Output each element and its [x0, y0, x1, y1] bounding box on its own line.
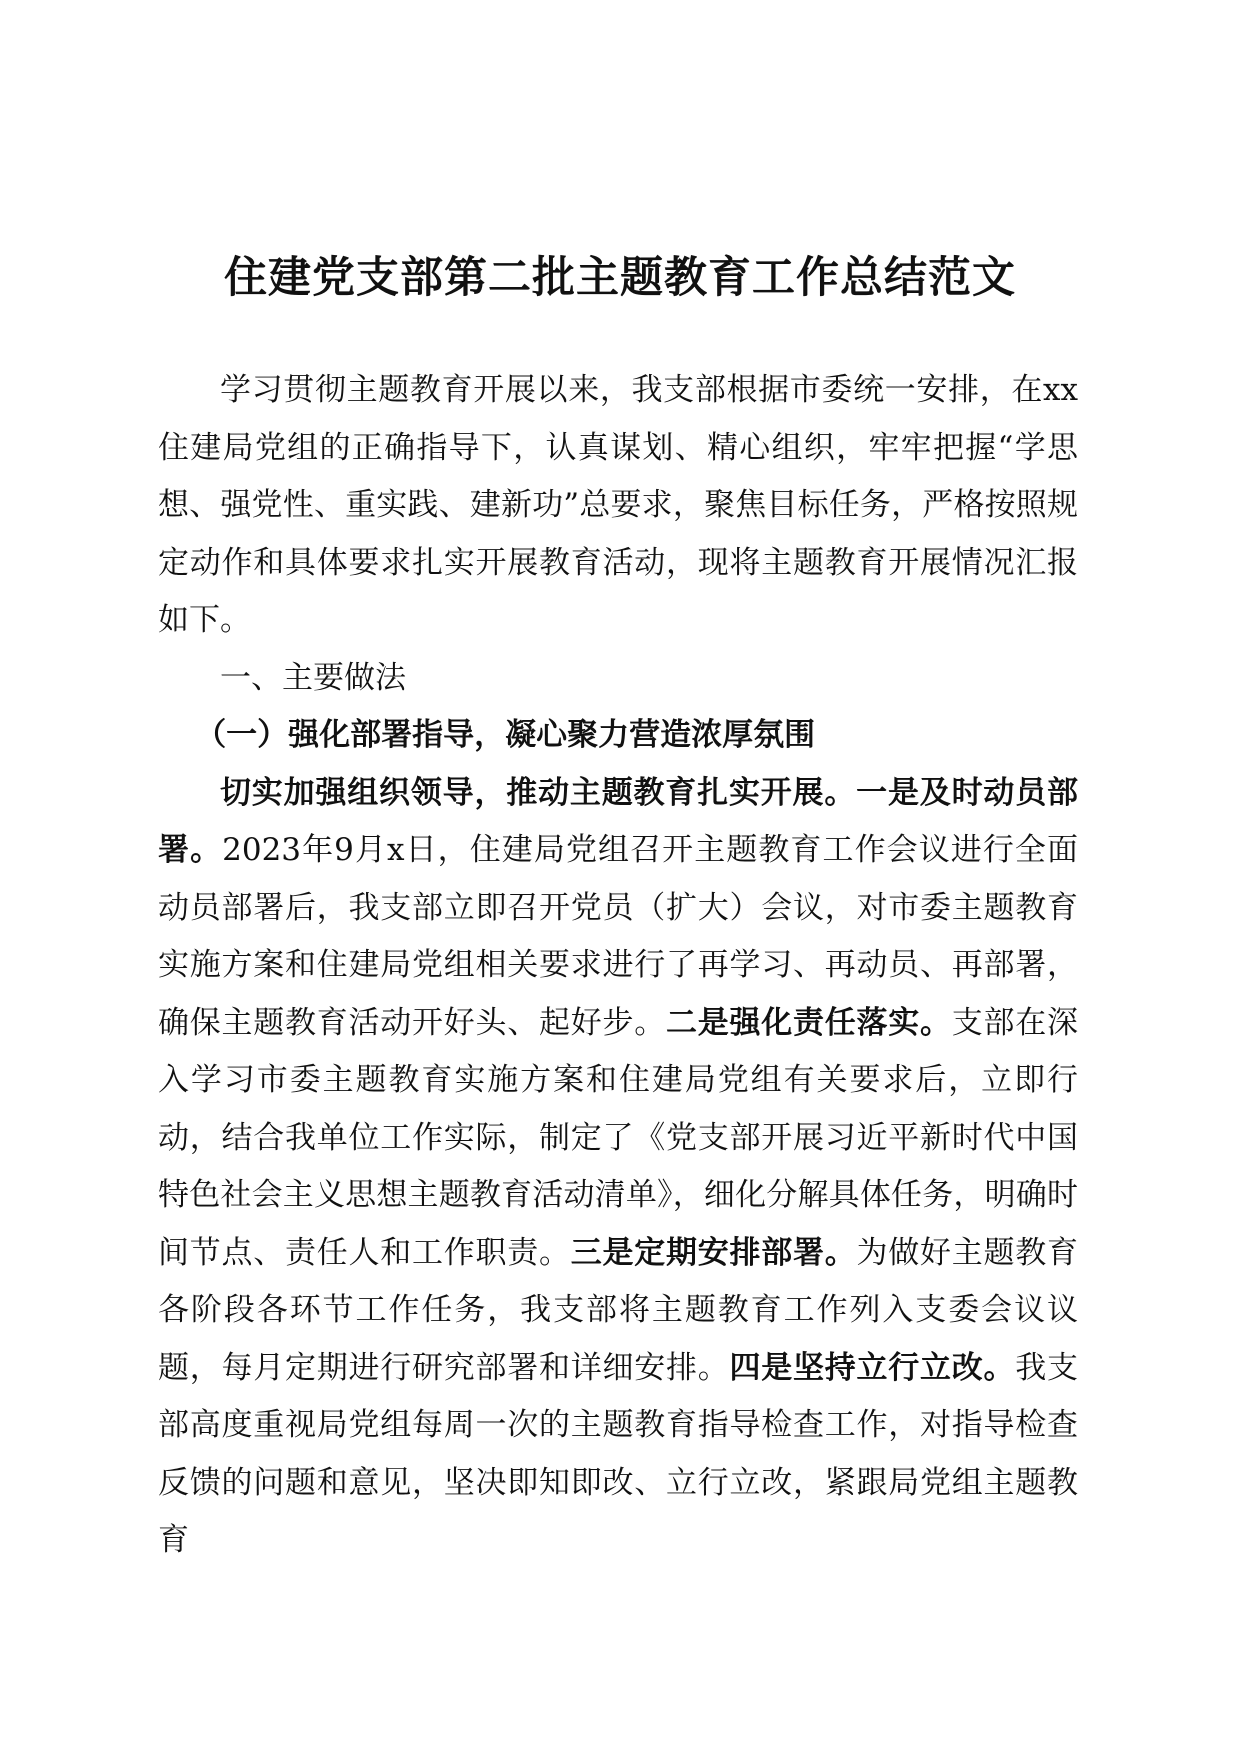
point-4-label: 四是坚持立行立改。	[729, 1349, 1016, 1386]
point-2-text: 支部在深入学习市委主题教育实施方案和住建局党组有关要求后，立即行动，结合我单位工作实际，制定了《党支部开展习近平新时代中国特色社会主义思想主题教育活动清单》，细化分解具体任务，明确时间节点、责任人和工作职责。	[158, 1004, 1078, 1271]
paragraph-organization	[158, 765, 1078, 1570]
section-heading-main-practices: 一、主要做法	[220, 659, 406, 696]
point-2-label: 二是强化责任落实。	[666, 1004, 952, 1041]
point-1-label: 一是及时动员部署。	[158, 774, 1079, 868]
document-body	[158, 362, 1078, 1570]
document-title: 住建党支部第二批主题教育工作总结范文	[224, 253, 1016, 303]
lead-sentence: 切实加强组织领导，推动主题教育扎实开展。	[220, 774, 857, 811]
point-4-text: 我支部高度重视局党组每周一次的主题教育指导检查工作，对指导检查反馈的问题和意见，坚决即知即改、立行立改，紧跟局党组主题教育	[158, 1349, 1078, 1558]
intro-paragraph: 学习贯彻主题教育开展以来，我支部根据市委统一安排，在xx住建局党组的正确指导下，认真谋划、精心组织，牢牢把握“学思想、强党性、重实践、建新功”总要求，聚焦目标任务，严格按照规定动作和具体要求扎实开展教育活动，现将主题教育开展情况汇报如下。	[158, 372, 1078, 638]
point-3-text: 为做好主题教育各阶段各环节工作任务，我支部将主题教育工作列入支委会议议题，每月定期进行研究部署和详细安排。	[158, 1234, 1078, 1386]
point-1-text: 2023年9月x日，住建局党组召开主题教育工作会议进行全面动员部署后，我支部立即召开党员（扩大）会议，对市委主题教育实施方案和住建局党组相关要求进行了再学习、再动员、再部署，确保主题教育活动开好头、起好步。	[158, 832, 1078, 1041]
point-3-label: 三是定期安排部署。	[570, 1234, 857, 1271]
subsection-heading-1: （一）强化部署指导，凝心聚力营造浓厚氛围	[195, 717, 816, 753]
